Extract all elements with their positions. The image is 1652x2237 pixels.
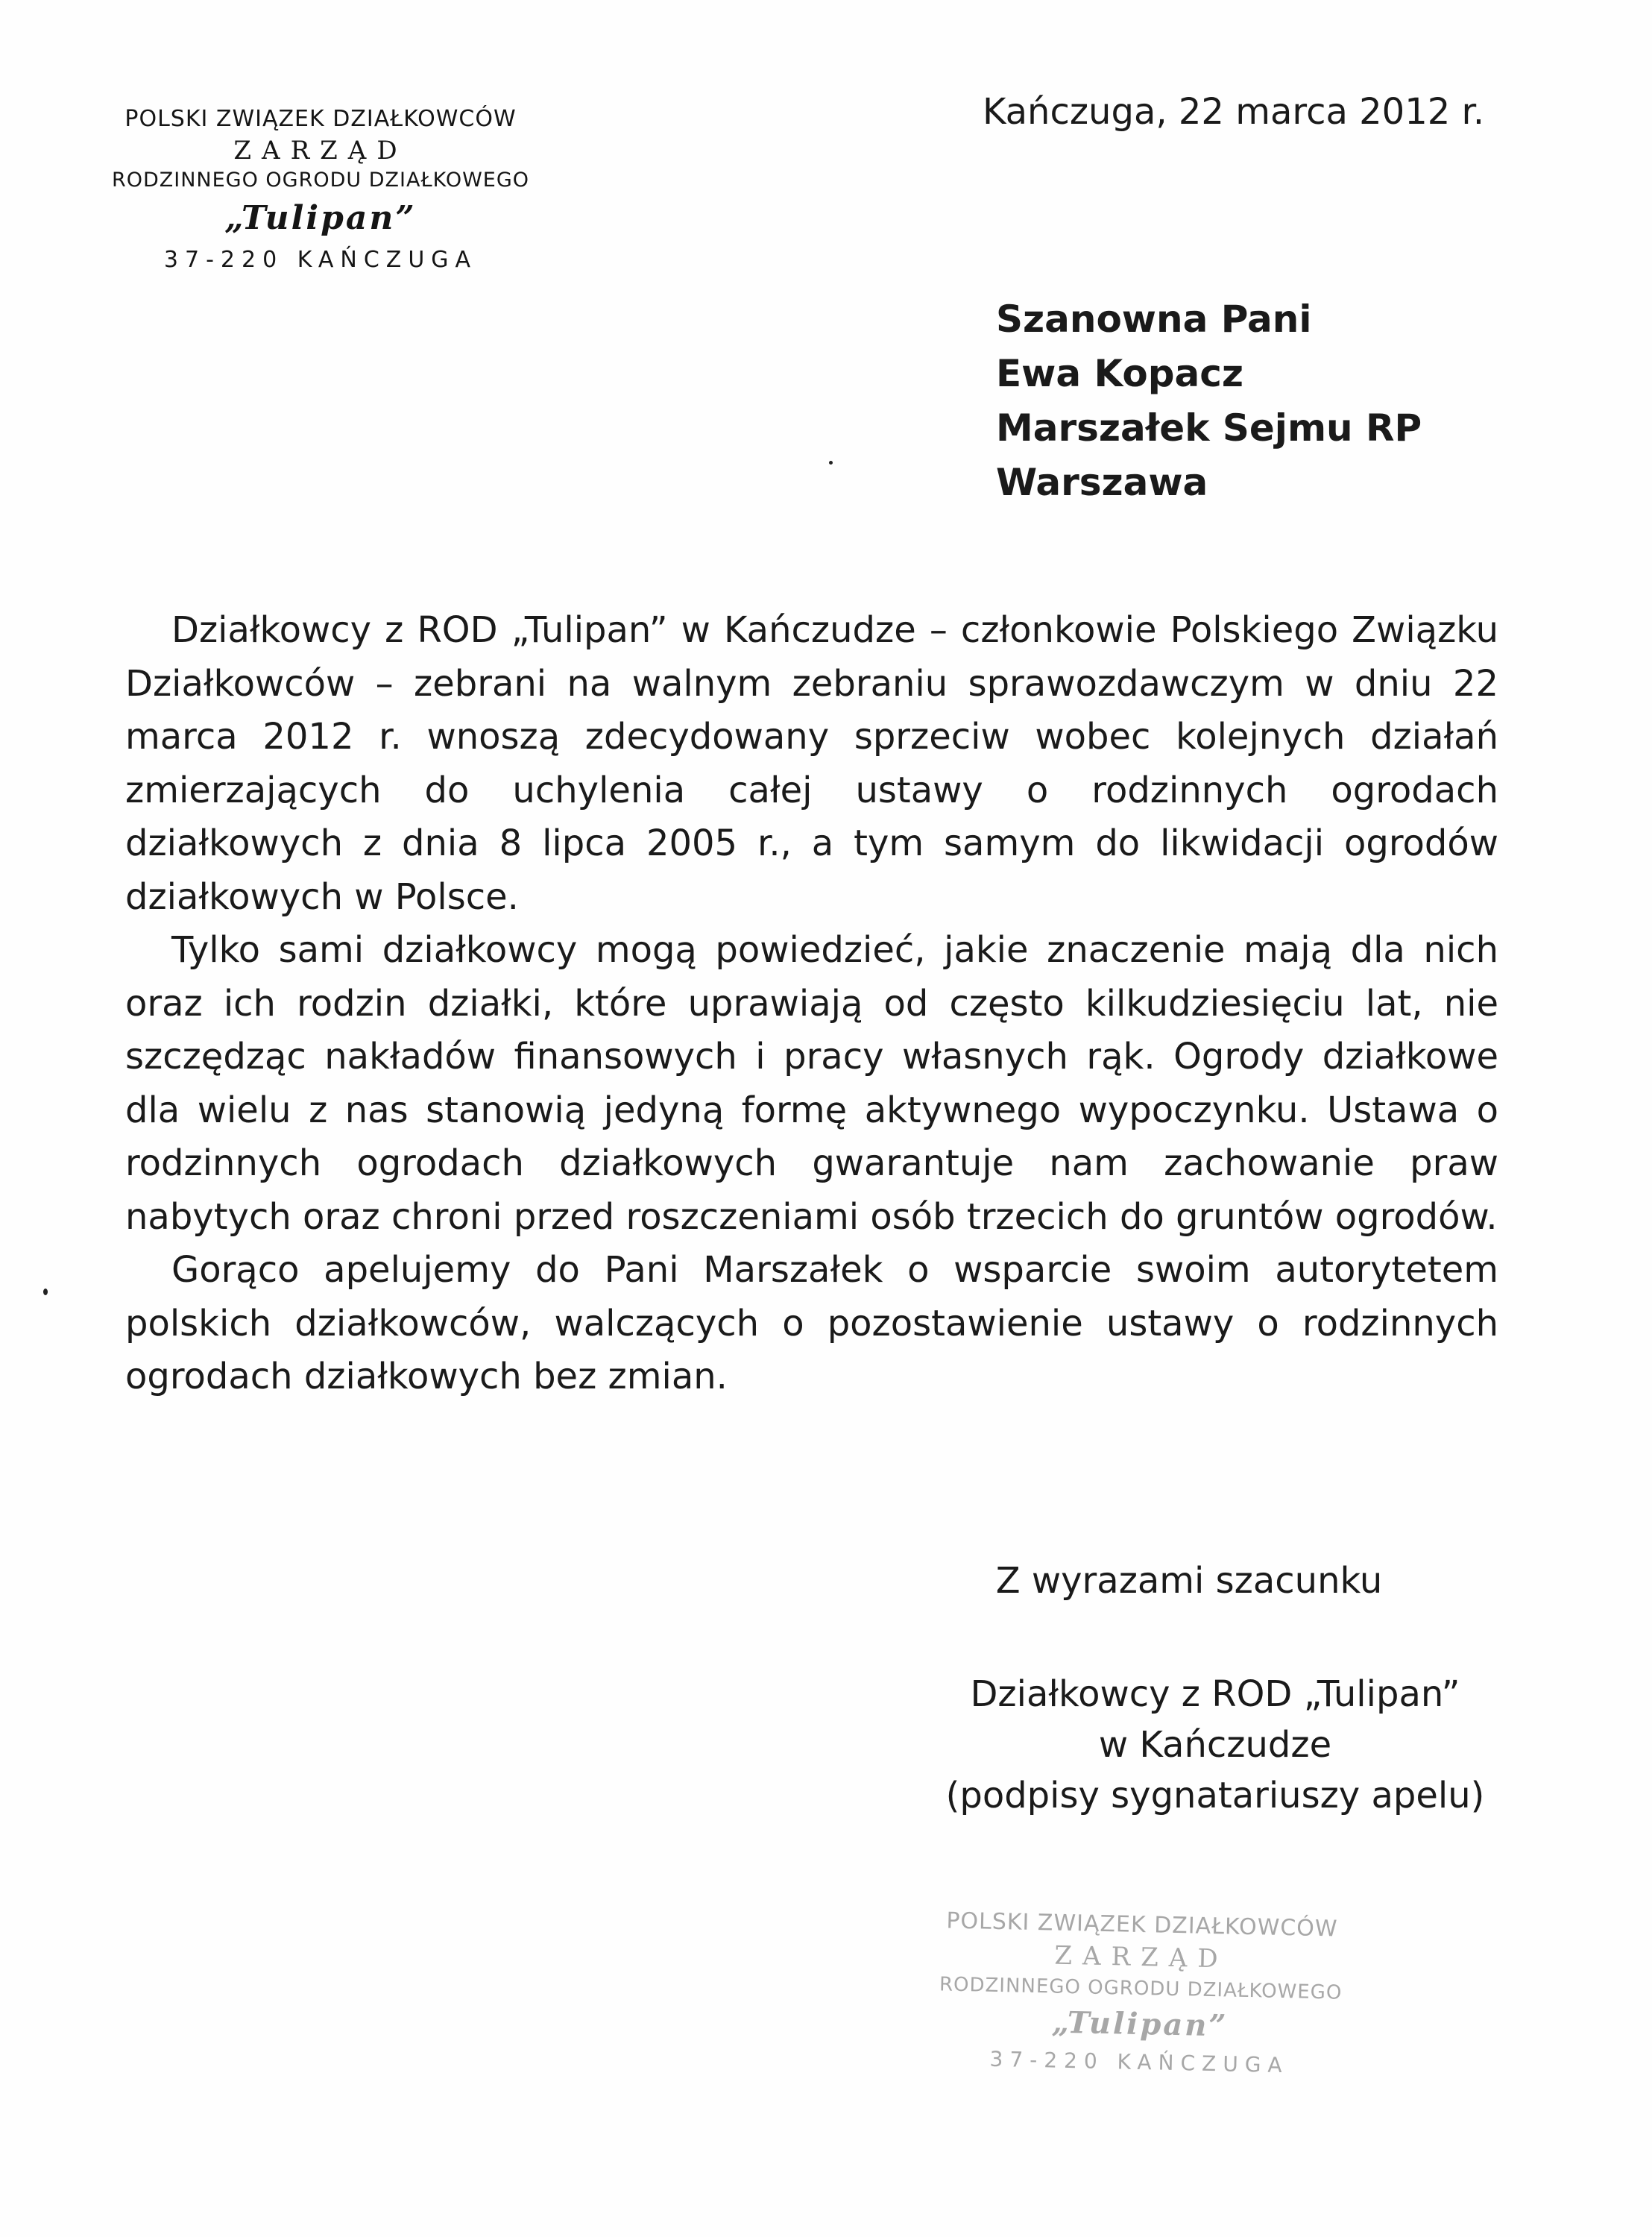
body-paragraph-3: Gorąco apelujemy do Pani Marszałek o wsparcie swoim autorytetem polskich działkowców, walczących o pozostawienie ustawy o rodzinnych ogrodach działkowych bez zmian. [125, 1249, 1498, 1397]
letter-body [125, 604, 1498, 1404]
stamp-address: 37-220 KAŃCZUGA [163, 247, 478, 273]
addressee-salutation: Szanowna Pani [996, 298, 1312, 341]
signature-line-3: (podpisy sygnatariuszy apelu) [945, 1775, 1485, 1816]
scan-speck [43, 1289, 48, 1295]
closing-block [895, 1558, 1536, 1821]
body-paragraph-2: Tylko sami działkowcy mogą powiedzieć, jakie znaczenie mają dla nich oraz ich rodzin działki, które uprawiają od często kilkudziesięciu lat, nie szczędząc nakładów finansowych i pracy własnych rąk. Ogrody działkowe dla wielu z nas stanowią jedyną formę aktywnego wypoczynku. Ustawa o rodzinnych ogrodach działkowych gwarantuje nam zachowanie praw nabytych oraz chroni przed roszczeniami osób trzecich do gruntów ogrodów. [125, 929, 1498, 1238]
stamp-organization-name: POLSKI ZWIĄZEK DZIAŁKOWCÓW [124, 106, 517, 132]
signature-block [895, 1669, 1536, 1821]
stamp-board: ZARZĄD [233, 136, 408, 166]
faded-stamp-garden-name: „Tulipan” [1051, 2004, 1229, 2044]
organization-stamp [75, 103, 567, 279]
signature-line-1: Działkowcy z ROD „Tulipan” [970, 1673, 1460, 1715]
closing-regards: Z wyrazami szacunku [995, 1560, 1383, 1602]
letter-date: Kańczuga, 22 marca 2012 r. [983, 91, 1485, 133]
faded-stamp-address: 37-220 KAŃCZUGA [989, 2046, 1289, 2078]
stamp-garden-type: RODZINNEGO OGRODU DZIAŁKOWEGO [111, 169, 530, 192]
addressee-block [996, 292, 1422, 510]
signature-line-2: w Kańczudze [1098, 1724, 1332, 1766]
faded-stamp-organization-name: POLSKI ZWIĄZEK DZIAŁKOWCÓW [946, 1907, 1338, 1942]
body-paragraph-1: Działkowcy z ROD „Tulipan” w Kańczudze – członkowie Polskiego Związku Działkowców – zebrani na walnym zebraniu sprawozdawczym w dniu 22 marca 2012 r. wnoszą zdecydowany sprzeciw wobec kolejnych działań zmierzających do uchylenia całej ustawy o rodzinnych ogrodach działkowych z dnia 8 lipca 2005 r., a tym samym do likwidacji ogrodów działkowych w Polsce. [125, 609, 1498, 918]
stamp-garden-name: „Tulipan” [224, 199, 417, 237]
addressee-name: Ewa Kopacz [996, 352, 1243, 395]
addressee-city: Warszawa [996, 461, 1208, 504]
faded-stamp [886, 1904, 1396, 2086]
faded-stamp-board: ZARZĄD [1054, 1940, 1229, 1975]
faded-stamp-garden-type: RODZINNEGO OGRODU DZIAŁKOWEGO [939, 1973, 1343, 2004]
scan-speck [829, 461, 833, 465]
addressee-position: Marszałek Sejmu RP [996, 406, 1422, 450]
